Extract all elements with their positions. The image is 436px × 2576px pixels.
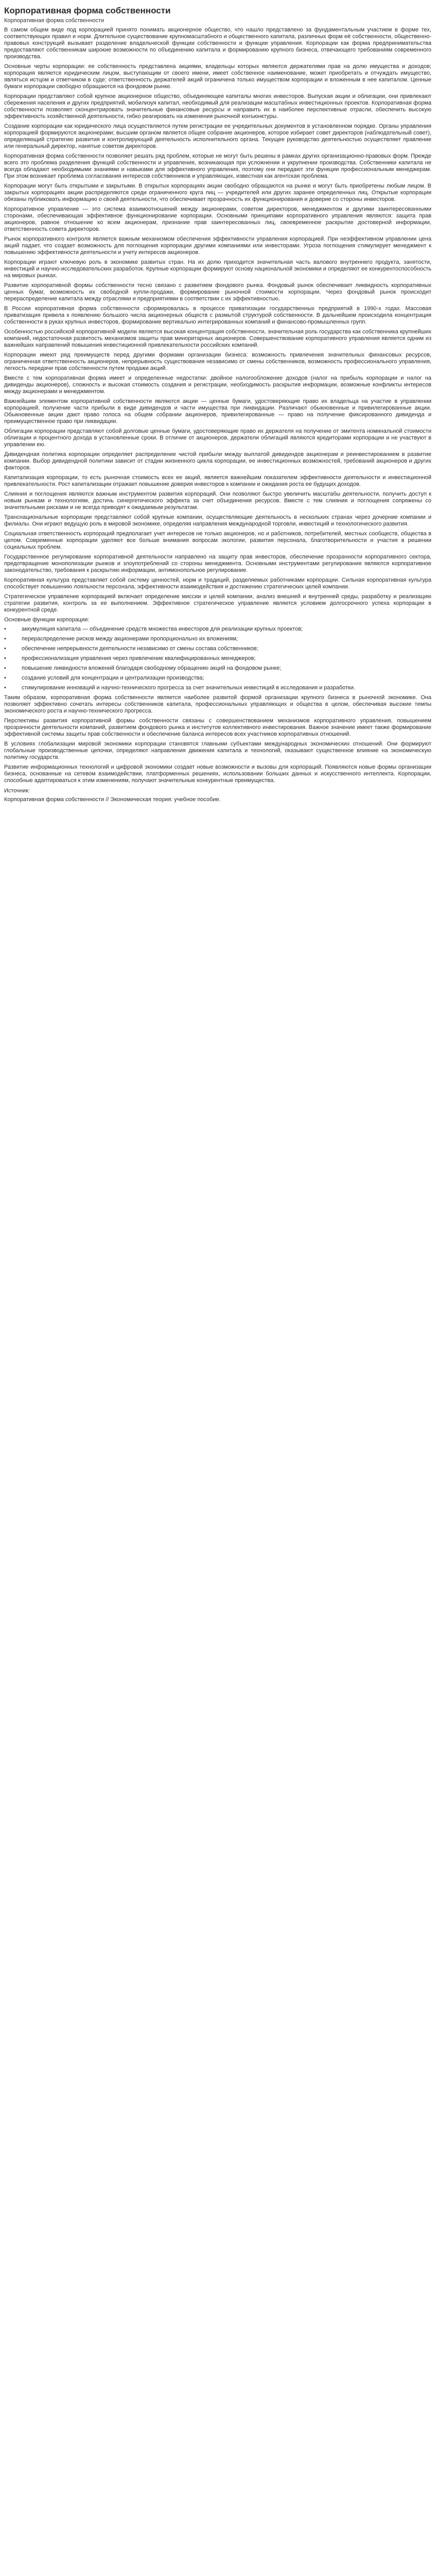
- bullet-icon: •: [4, 665, 6, 671]
- paragraph: Государственное регулирование корпоративной деятельности направлено на защиту прав инвесторов, обеспечение прозрачности корпоративного сектора, предотвращение монополизации рынков и злоупотреблений со стороны менеджмента. Основными инструментами регулирования являются корпоративное законодательство, требования к раскрытию информации, антимонопольное регулирование.: [4, 554, 431, 573]
- paragraph: Капитализация корпорации, то есть рыночная стоимость всех ее акций, является важнейшим показателем эффективности деятельности и инвестиционной привлекательности. Рост капитализации отражает повышение доверия инвесторов к компании и ожидания роста ее будущих доходов.: [4, 474, 431, 487]
- paragraph: Стратегическое управление корпорацией включает определение миссии и целей компании, анализ внешней и внутренней среды, разработку и реализацию стратегии развития, контроль за ее выполнением. Эффективное стратегическое управление является условием долгосрочного успеха корпорации в конкурентной среде.: [4, 594, 431, 613]
- list-item-text: создание условий для концентрации и централизации производства;: [22, 675, 204, 681]
- bullet-icon: •: [4, 636, 6, 642]
- list-item-text: перераспределение рисков между акционерами пропорционально их вложениям;: [22, 636, 238, 642]
- list-item: [4, 655, 431, 662]
- paragraph: Корпорации играют ключевую роль в экономике развитых стран. На их долю приходится значительная часть валового внутреннего продукта, занятости, инвестиций и научно-исследовательских разработок. Крупные корпорации формируют основу национальной экономики и определяют ее конкурентоспособность на мировых рынках.: [4, 259, 431, 279]
- page-title: Корпоративная форма собственности: [4, 6, 171, 15]
- paragraph: Особенностью российской корпоративной модели является высокая концентрация собственности, значительная роль государства как собственника крупнейших компаний, недостаточная развитость механизмов защиты прав миноритарных акционеров. Совершенствование корпоративного управления является одним из важнейших направлений повышения инвестиционной привлекательности российских компаний.: [4, 329, 431, 348]
- paragraph: В самом общем виде под корпорацией принято понимать акционерное общество, что нашло представлено за фундаментальным участием в форме тех, соответствующих правил и норм. Длительное существование крупномасштабного и общественного капитала, различных форм её собственности, общественно-правовых конструкций вызывает разделение владельческой функции собственности и функции управления. Корпорации как форма предпринимательства предоставляют собственникам широкие возможности по объединению капитала и формированию крупного бизнеса, отвечающего требованиям современного производства.: [4, 27, 431, 60]
- paragraph: Корпорации представляют собой крупное акционерное общество, объединяющее капиталы многих инвесторов. Выпуская акции и облигации, они привлекают сбережения населения и других предприятий, мобилизуя капитал, необходимый для реализации масштабных инвестиционных проектов. Корпоративная форма собственности позволяет сконцентрировать значительные финансовые ресурсы и направить их в наиболее перспективные отрасли, обеспечить высокую эффективность хозяйственной деятельности, гибко реагировать на изменения рыночной конъюнктуры.: [4, 93, 431, 120]
- list-item: [4, 675, 431, 682]
- paragraph: В России корпоративная форма собственности сформировалась в процессе приватизации государственных предприятий в 1990-х годах. Массовая приватизация привела к появлению большого числа акционерных обществ с размытой структурой собственности. В дальнейшем происходила концентрация собственности в руках крупных инвесторов, формирование вертикально интегрированных компаний и финансово-промышленных групп.: [4, 306, 431, 325]
- paragraph: Создание корпорации как юридического лица осуществляется путем регистрации ее учредительных документов в установленном порядке. Органы управления корпорацией формируются акционерами; высшим органом является общее собрание акционеров, которое избирает совет директоров (наблюдательный совет), определяющий стратегию развития и контролирующий деятельность исполнительного органа. Текущее руководство деятельностью осуществляет правление или генеральный директор, нанятые советом директоров.: [4, 123, 431, 149]
- paragraph: Корпорации могут быть открытыми и закрытыми. В открытых корпорациях акции свободно обращаются на рынке и могут быть приобретены любым лицом. В закрытых корпорациях акции распределяются среди ограниченного круга лиц — учредителей или других заранее определенных лиц. Открытые корпорации обязаны публиковать информацию о своей деятельности, что обеспечивает прозрачность их функционирования и доверие со стороны инвесторов.: [4, 183, 431, 202]
- paragraph: Важнейшим элементом корпоративной собственности являются акции — ценные бумаги, удостоверяющие право их владельца на участие в управлении корпорацией, получение части прибыли в виде дивидендов и части имущества при ликвидации. Различают обыкновенные и привилегированные акции. Обыкновенные акции дают право голоса на общем собрании акционеров, привилегированные — право на получение фиксированного дивиденда и преимущественное право при ликвидации.: [4, 398, 431, 425]
- bullet-icon: •: [4, 655, 6, 662]
- article-body-continued: [4, 694, 431, 784]
- list-item: [4, 685, 431, 691]
- paragraph: В условиях глобализации мировой экономики корпорации становятся главными субъектами международных экономических отношений. Они формируют глобальные производственные цепочки, определяют направления движения капитала и технологий, оказывают существенное влияние на экономическую политику государств.: [4, 741, 431, 760]
- page-subtitle: Корпоративная форма собственности: [4, 18, 104, 24]
- list-item: [4, 636, 431, 642]
- list-item-text: профессионализация управления через привлечение квалифицированных менеджеров;: [22, 655, 256, 662]
- paragraph: Таким образом, корпоративная форма собственности является наиболее развитой формой организации крупного бизнеса в рыночной экономике. Она позволяет эффективно сочетать интересы собственников капитала, профессиональных управляющих и общества в целом, обеспечивая высокие темпы экономического роста и научно-технического прогресса.: [4, 694, 431, 714]
- paragraph: Развитие информационных технологий и цифровой экономики создает новые возможности и вызовы для корпораций. Появляются новые формы организации бизнеса, основанные на сетевом взаимодействии, платформенных решениях, использовании больших данных и искусственного интеллекта. Корпорации, способные адаптироваться к этим изменениям, получают значительные конкурентные преимущества.: [4, 764, 431, 784]
- section-heading: Основные функции корпорации:: [4, 617, 90, 623]
- bullet-icon: •: [4, 675, 6, 681]
- paragraph: Слияния и поглощения являются важным инструментом развития корпораций. Они позволяют быстро увеличить масштабы деятельности, получить доступ к новым рынкам и технологиям, достичь синергетического эффекта за счет объединения ресурсов. Вместе с тем слияния и поглощения сопряжены со значительными рисками и не всегда приводят к ожидаемым результатам.: [4, 491, 431, 511]
- bullet-icon: •: [4, 626, 6, 632]
- list-item: [4, 626, 431, 633]
- functions-list: [4, 626, 431, 691]
- paragraph: Основные черты корпорации: ее собственность представлена акциями, владельцы которых являются держателями прав на долю имущества и доходов; корпорация является юридическим лицом, выступающим от своего имени, имеет собственное наименование, может приобретать и отчуждать имущество, являться истцом и ответчиком в суде; ответственность держателей акций ограничена только имуществом корпорации и вложенным в нее капиталом. Ценные бумаги корпорации свободно обращаются на фондовом рынке.: [4, 63, 431, 90]
- article-body: [4, 27, 431, 614]
- paragraph: Облигации корпорации представляют собой долговые ценные бумаги, удостоверяющие право их держателя на получение от эмитента номинальной стоимости облигации и процентного дохода в установленные сроки. В отличие от акционеров, держатели облигаций являются кредиторами корпорации и не участвуют в управлении ею.: [4, 428, 431, 448]
- list-item-text: аккумуляция капитала — объединение средств множества инвесторов для реализации крупных проектов;: [22, 626, 303, 632]
- list-item: [4, 646, 431, 652]
- list-item-text: обеспечение непрерывности деятельности независимо от смены состава собственников;: [22, 646, 258, 652]
- paragraph: Развитие корпоративной формы собственности тесно связано с развитием фондового рынка. Фондовый рынок обеспечивает ликвидность корпоративных ценных бумаг, возможность их свободной купли-продажи, формирование рыночной стоимости корпорации. Через фондовый рынок происходит перераспределение капитала между отраслями и предприятиями в соответствии с их эффективностью.: [4, 282, 431, 302]
- paragraph: Вместе с тем корпоративная форма имеет и определенные недостатки: двойное налогообложение доходов (налог на прибыль корпорации и налог на дивиденды акционеров), сложность и высокая стоимость создания и регистрации, необходимость раскрытия информации, возможные конфликты интересов между акционерами и менеджментом.: [4, 375, 431, 395]
- paragraph: Корпоративное управление — это система взаимоотношений между акционерами, советом директоров, менеджментом и другими заинтересованными сторонами, обеспечивающая эффективное функционирование корпорации. Основными принципами корпоративного управления являются: защита прав акционеров, равное отношение ко всем акционерам, признание прав заинтересованных лиц, своевременное раскрытие достоверной информации, ответственность совета директоров.: [4, 206, 431, 232]
- list-item-text: стимулирование инноваций и научно-технического прогресса за счет значительных инвестиций в исследования и разработки.: [22, 685, 355, 691]
- list-item: [4, 665, 431, 672]
- paragraph: Корпоративная культура представляет собой систему ценностей, норм и традиций, разделяемых работниками корпорации. Сильная корпоративная культура способствует повышению лояльности персонала, эффективности взаимодействия и достижению стратегических целей компании.: [4, 577, 431, 590]
- paragraph: Корпоративная форма собственности позволяет решать ряд проблем, которые не могут быть решены в рамках других организационно-правовых форм. Прежде всего это проблема разделения функций собственности и управления, возникающая при усложнении и укрупнении производства. Собственники капитала не всегда обладают необходимыми знаниями и навыками для эффективного управления, поэтому они передают эти функции профессиональным менеджерам. При этом возникает проблема согласования интересов собственников и управляющих, известная как агентская проблема.: [4, 153, 431, 179]
- paragraph: Корпорации имеют ряд преимуществ перед другими формами организации бизнеса: возможность привлечения значительных финансовых ресурсов, ограниченная ответственность акционеров, непрерывность существования независимо от смены собственников, возможность профессионального управления, легкость передачи прав собственности путем продажи акций.: [4, 352, 431, 371]
- paragraph: Транснациональные корпорации представляют собой крупные компании, осуществляющие деятельность в нескольких странах через дочерние компании и филиалы. Они играют ведущую роль в мировой экономике, определяя направления международной торговли, инвестиций и технологического развития.: [4, 514, 431, 527]
- source-block: [4, 787, 431, 803]
- paragraph: Дивидендная политика корпорации определяет распределение чистой прибыли между выплатой дивидендов акционерам и реинвестированием в развитие компании. Выбор дивидендной политики зависит от стадии жизненного цикла корпорации, ее инвестиционных возможностей, требований акционеров и других факторов.: [4, 451, 431, 471]
- article-page: [0, 0, 436, 810]
- paragraph: Рынок корпоративного контроля является важным механизмом обеспечения эффективности управления корпорацией. При неэффективном управлении цена акций падает, что создает возможность для поглощения корпорации другими компаниями или инвесторами. Угроза поглощения стимулирует менеджмент к повышению эффективности деятельности и учету интересов акционеров.: [4, 236, 431, 256]
- bullet-icon: •: [4, 646, 6, 652]
- source-label: Источник:: [4, 788, 30, 794]
- paragraph: Социальная ответственность корпораций предполагает учет интересов не только акционеров, но и работников, потребителей, местных сообществ, общества в целом. Современные корпорации уделяют все больше внимания вопросам экологии, развития персонала, благотворительности и участия в решении социальных проблем.: [4, 531, 431, 550]
- paragraph: Перспективы развития корпоративной формы собственности связаны с совершенствованием механизмов корпоративного управления, повышением прозрачности деятельности компаний, развитием фондового рынка и институтов коллективного инвестирования. Важное значение имеет также формирование эффективной системы защиты прав собственности и обеспечение баланса интересов всех участников корпоративных отношений.: [4, 718, 431, 737]
- list-item-text: повышение ликвидности вложений благодаря свободному обращению акций на фондовом рынке;: [22, 665, 282, 671]
- source-text: Корпоративная форма собственности // Экономическая теория: учебное пособие.: [4, 796, 221, 803]
- bullet-icon: •: [4, 685, 6, 691]
